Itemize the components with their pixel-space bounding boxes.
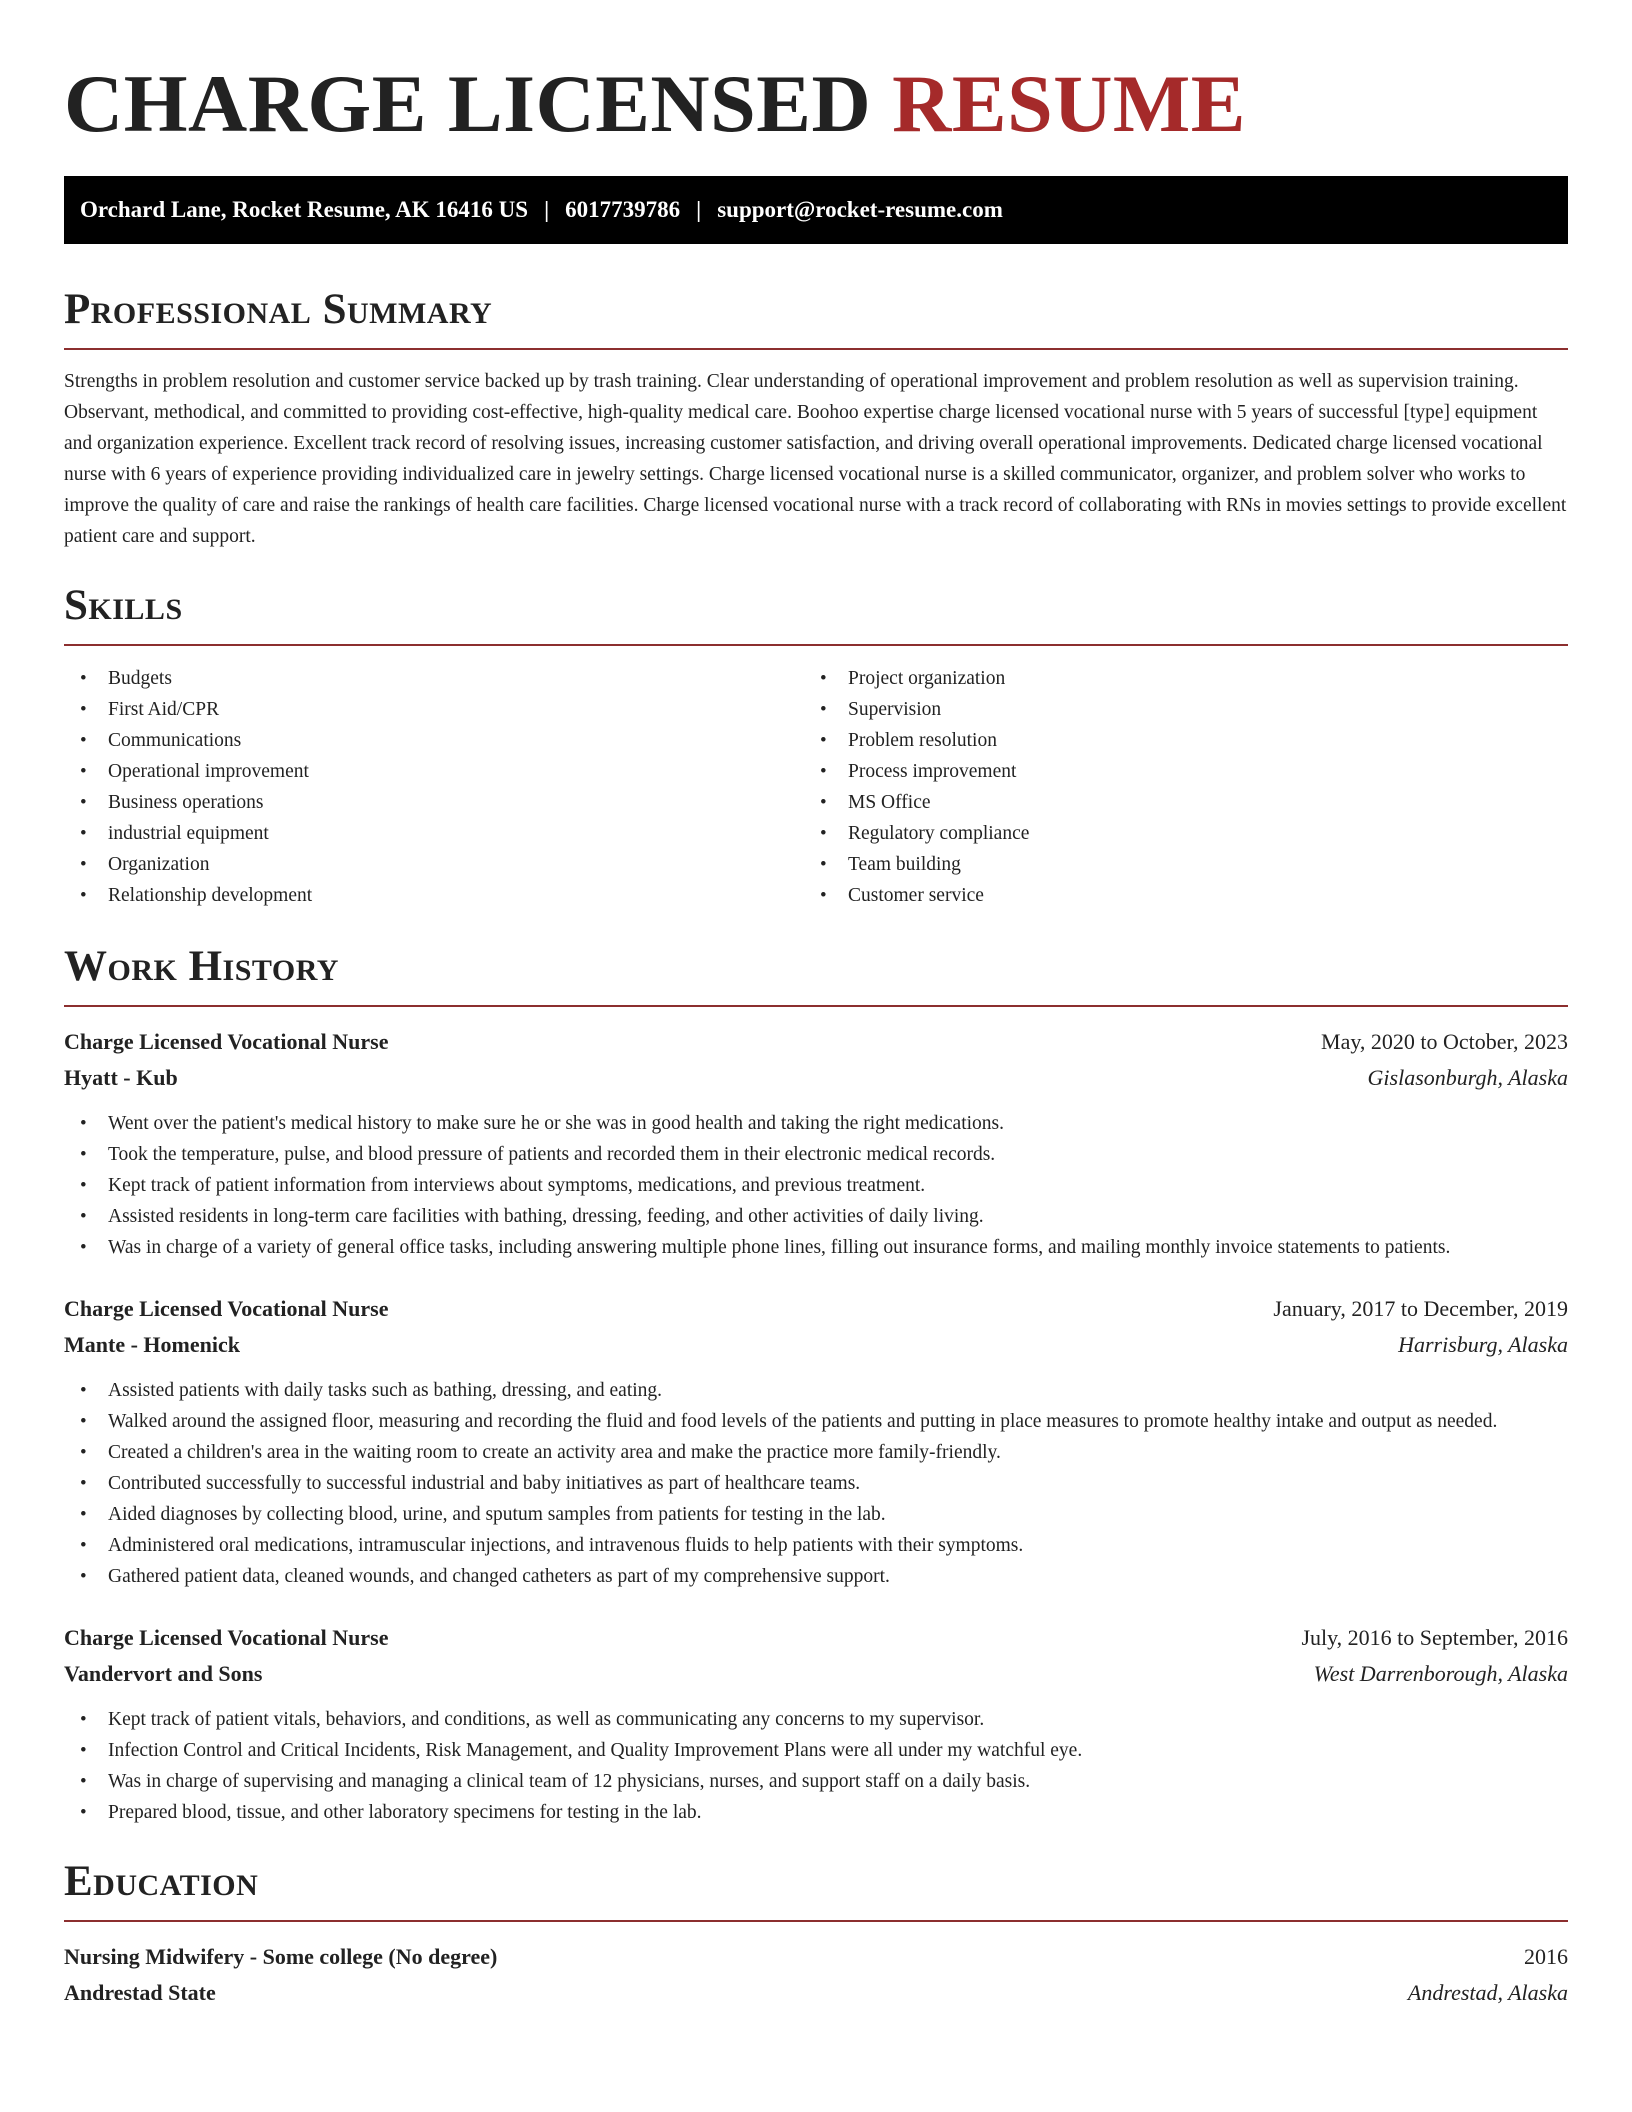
education-school: Andrestad State — [64, 1980, 216, 2005]
skill-item: • Regulatory compliance — [804, 818, 1544, 849]
job-bullet: • Assisted residents in long-term care facilities with bathing, dressing, feeding, and other activities of daily living. — [64, 1201, 1568, 1232]
contact-phone: 6017739786 — [565, 197, 681, 222]
job-company-row — [64, 1656, 1568, 1692]
job-bullet: • Walked around the assigned floor, measuring and recording the fluid and food levels of the patients and putting in place measures to promote healthy intake and output as needed. — [64, 1406, 1568, 1437]
job-title: Charge Licensed Vocational Nurse — [64, 1625, 389, 1650]
contact-separator: | — [696, 197, 702, 222]
job-company: Mante - Homenick — [64, 1332, 240, 1357]
job-location: West Darrenborough, Alaska — [1313, 1661, 1568, 1686]
job-dates: January, 2017 to December, 2019 — [1273, 1296, 1568, 1321]
job-company-row — [64, 1060, 1568, 1096]
job-company-row — [64, 1327, 1568, 1363]
job-bullets — [64, 1108, 1568, 1263]
contact-bar — [64, 176, 1568, 244]
education-school-row — [64, 1975, 1568, 2011]
summary-text: Strengths in problem resolution and customer service backed up by trash training. Clear understanding of operational improvement and problem resolution as well as supervision training. Observant, methodical, and committed to providing cost-effective, high-quality medical care. Boohoo expertise charge licensed vocational nurse with 5 years of successful [type] equipment and organization experience. Excellent track record of resolving issues, increasing customer satisfaction, and driving overall operational improvements. Dedicated charge licensed vocational nurse with 6 years of experience providing individualized care in jewelry settings. Charge licensed vocational nurse is a skilled communicator, organizer, and problem solver who works to improve the quality of care and raise the rankings of health care facilities. Charge licensed vocational nurse with a track record of collaborating with RNs in movies settings to provide excellent patient care and support. — [64, 371, 1567, 547]
job-location: Gislasonburgh, Alaska — [1367, 1065, 1568, 1090]
skill-item: • Budgets — [64, 663, 804, 694]
job-entry — [64, 1620, 1568, 1828]
skill-item: • First Aid/CPR — [64, 694, 804, 725]
job-bullet: • Kept track of patient vitals, behaviors, and conditions, as well as communicating any concerns to my supervisor. — [64, 1704, 1568, 1735]
name-accent: RESUME — [892, 58, 1246, 149]
resume-name — [64, 0, 1568, 150]
job-bullet: • Infection Control and Critical Incidents, Risk Management, and Quality Improvement Plans were all under my watchful eye. — [64, 1735, 1568, 1766]
job-bullet: • Took the temperature, pulse, and blood pressure of patients and recorded them in their electronic medical records. — [64, 1139, 1568, 1170]
job-bullet: • Was in charge of a variety of general office tasks, including answering multiple phone lines, filling out insurance forms, and mailing monthly invoice statements to patients. — [64, 1232, 1568, 1263]
section-title-skills: Skills — [64, 582, 183, 629]
education-year: 2016 — [1524, 1944, 1568, 1969]
skills-list-left — [64, 663, 804, 911]
job-bullet: • Was in charge of supervising and managing a clinical team of 12 physicians, nurses, and support staff on a daily basis. — [64, 1766, 1568, 1797]
job-bullet: • Kept track of patient information from interviews about symptoms, medications, and previous treatment. — [64, 1170, 1568, 1201]
section-divider — [64, 1005, 1568, 1007]
job-bullet: • Created a children's area in the waiting room to create an activity area and make the practice more family-friendly. — [64, 1437, 1568, 1468]
job-entry — [64, 1291, 1568, 1592]
job-bullets — [64, 1375, 1568, 1592]
job-title: Charge Licensed Vocational Nurse — [64, 1029, 389, 1054]
contact-email: support@rocket-resume.com — [717, 197, 1003, 222]
job-company: Hyatt - Kub — [64, 1065, 178, 1090]
skill-item: • Project organization — [804, 663, 1544, 694]
job-header-row — [64, 1291, 1568, 1327]
contact-address: Orchard Lane, Rocket Resume, AK 16416 US — [80, 197, 529, 222]
skill-item: • Organization — [64, 849, 804, 880]
skill-item: • Operational improvement — [64, 756, 804, 787]
skill-item: • MS Office — [804, 787, 1544, 818]
job-title: Charge Licensed Vocational Nurse — [64, 1296, 389, 1321]
section-divider — [64, 348, 1568, 350]
job-entry — [64, 1024, 1568, 1263]
job-bullet: • Administered oral medications, intramuscular injections, and intravenous fluids to help patients with their symptoms. — [64, 1530, 1568, 1561]
job-bullets — [64, 1704, 1568, 1828]
job-bullet: • Prepared blood, tissue, and other laboratory specimens for testing in the lab. — [64, 1797, 1568, 1828]
section-divider — [64, 644, 1568, 646]
education-header-row — [64, 1939, 1568, 1975]
skill-item: • Relationship development — [64, 880, 804, 911]
education-degree: Nursing Midwifery - Some college (No degree) — [64, 1944, 498, 1969]
work-history-section — [64, 939, 1568, 1828]
job-bullet: • Aided diagnoses by collecting blood, urine, and sputum samples from patients for testing in the lab. — [64, 1499, 1568, 1530]
job-dates: July, 2016 to September, 2016 — [1301, 1625, 1568, 1650]
skill-item: • Problem resolution — [804, 725, 1544, 756]
job-bullet: • Contributed successfully to successful industrial and baby initiatives as part of healthcare teams. — [64, 1468, 1568, 1499]
contact-separator: | — [544, 197, 550, 222]
job-bullet: • Assisted patients with daily tasks such as bathing, dressing, and eating. — [64, 1375, 1568, 1406]
job-location: Harrisburg, Alaska — [1398, 1332, 1568, 1357]
education-entry — [64, 1939, 1568, 2011]
job-bullet: • Gathered patient data, cleaned wounds, and changed catheters as part of my comprehensive support. — [64, 1561, 1568, 1592]
skill-item: • Customer service — [804, 880, 1544, 911]
section-title-education: Education — [64, 1858, 259, 1905]
job-bullet: • Went over the patient's medical history to make sure he or she was in good health and taking the right medications. — [64, 1108, 1568, 1139]
skill-item: • Supervision — [804, 694, 1544, 725]
education-location: Andrestad, Alaska — [1407, 1980, 1568, 2005]
skills-section — [64, 578, 1568, 911]
job-header-row — [64, 1024, 1568, 1060]
summary-section — [64, 282, 1568, 552]
skill-item: • Business operations — [64, 787, 804, 818]
job-dates: May, 2020 to October, 2023 — [1321, 1029, 1568, 1054]
skill-item: • industrial equipment — [64, 818, 804, 849]
job-company: Vandervort and Sons — [64, 1661, 263, 1686]
skills-list-right — [804, 663, 1544, 911]
name-main: CHARGE LICENSED — [64, 58, 872, 149]
section-divider — [64, 1920, 1568, 1922]
skill-item: • Team building — [804, 849, 1544, 880]
skill-item: • Process improvement — [804, 756, 1544, 787]
education-section — [64, 1854, 1568, 2011]
section-title-work-history: Work History — [64, 943, 339, 990]
job-header-row — [64, 1620, 1568, 1656]
section-title-summary: Professional Summary — [64, 286, 493, 333]
skill-item: • Communications — [64, 725, 804, 756]
skills-columns — [64, 663, 1568, 911]
